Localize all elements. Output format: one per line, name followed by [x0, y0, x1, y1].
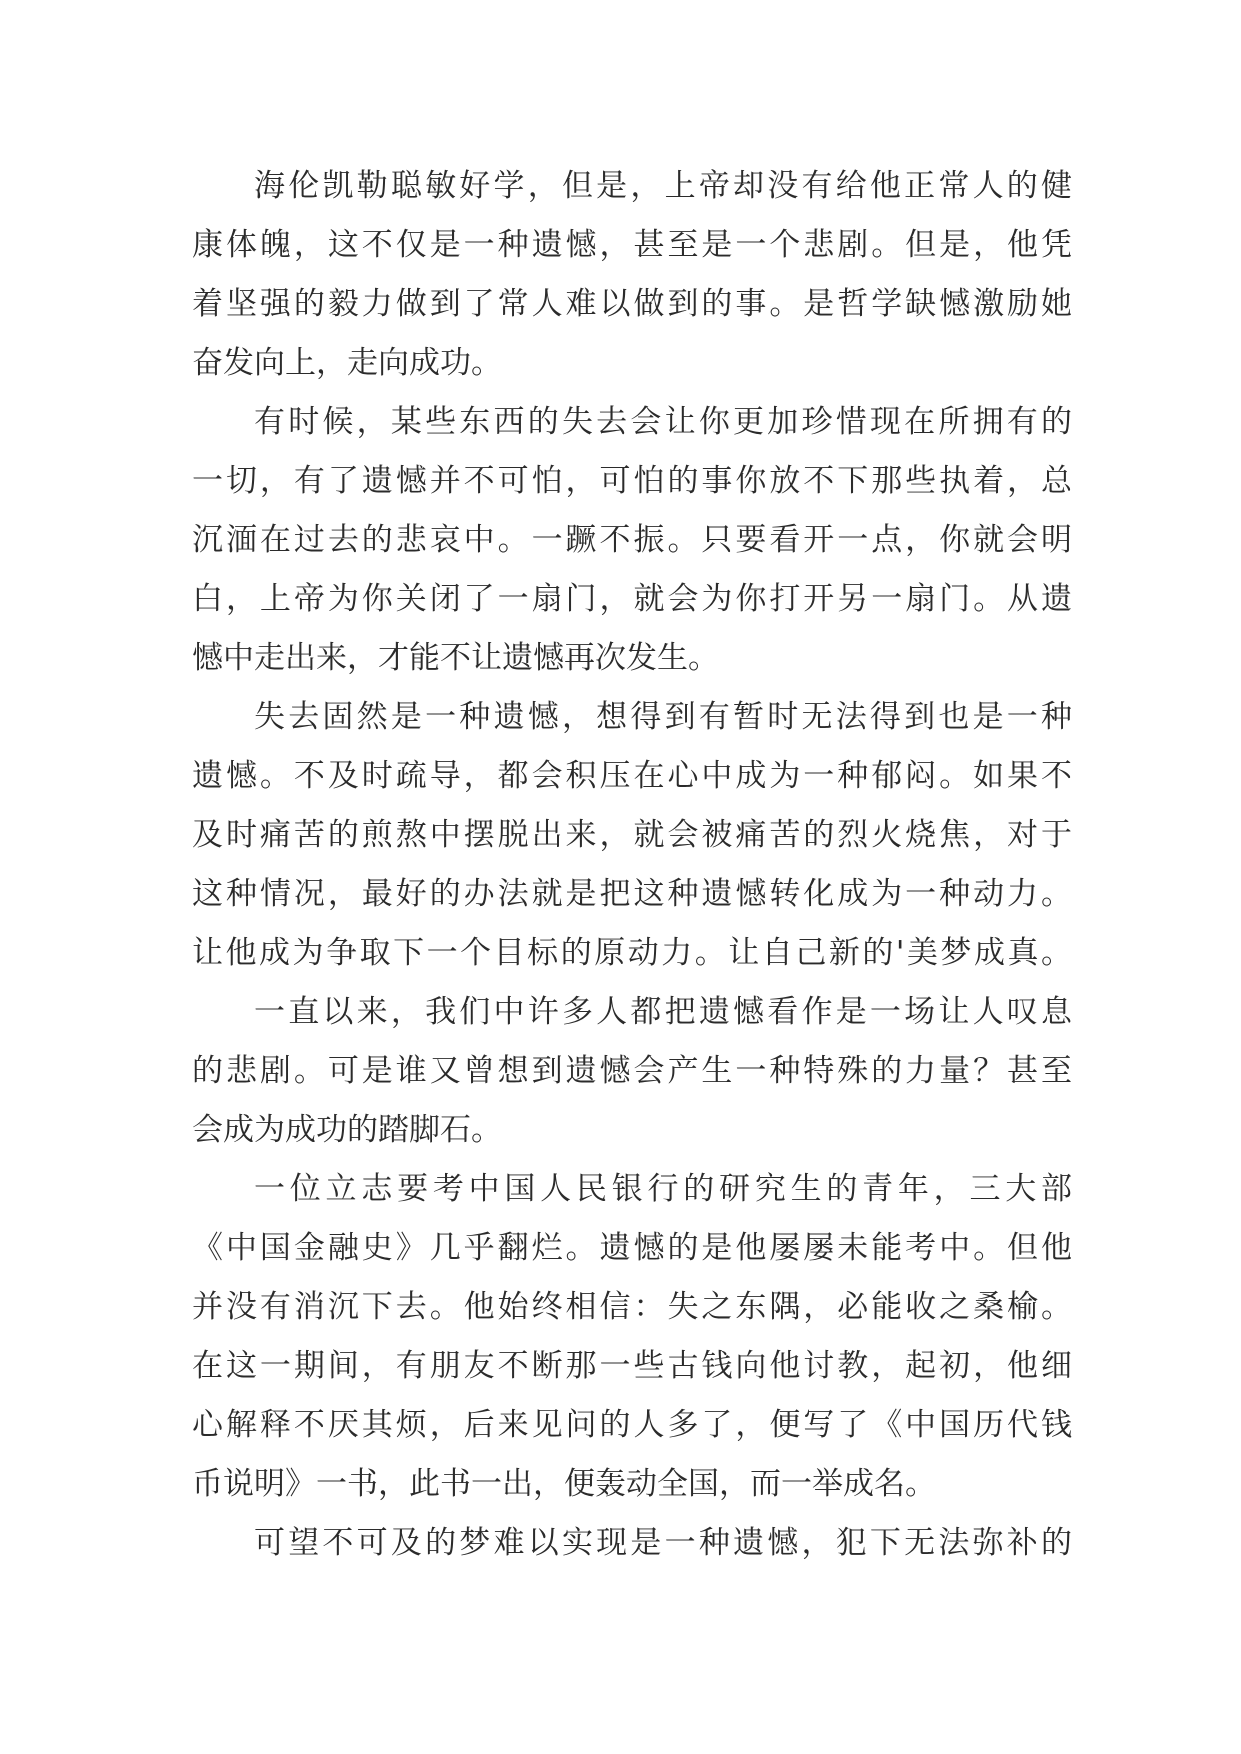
paragraph-2-line-3: 沉湎在过去的悲哀中。一蹶不振。只要看开一点，你就会明	[192, 522, 1072, 558]
paragraph-1-line-3: 着坚强的毅力做到了常人难以做到的事。是哲学缺憾激励她	[192, 286, 1072, 322]
paragraph-5-line-3: 并没有消沉下去。他始终相信：失之东隅，必能收之桑榆。	[192, 1289, 1072, 1325]
paragraph-3-line-5: 让他成为争取下一个目标的原动力。让自己新的'美梦成真。	[192, 935, 1072, 971]
document-body	[192, 157, 1072, 1573]
paragraph-1-line-1: 海伦凯勒聪敏好学，但是，上帝却没有给他正常人的健	[254, 168, 1072, 204]
paragraph-6-line-1: 可望不可及的梦难以实现是一种遗憾，犯下无法弥补的	[254, 1525, 1072, 1561]
paragraph-5-line-6: 币说明》一书，此书一出，便轰动全国，而一举成名。	[192, 1466, 936, 1502]
paragraph-1-line-2: 康体魄，这不仅是一种遗憾，甚至是一个悲剧。但是，他凭	[192, 227, 1072, 263]
paragraph-5-line-5: 心解释不厌其烦，后来见问的人多了，便写了《中国历代钱	[192, 1407, 1072, 1443]
paragraph-5-line-2: 《中国金融史》几乎翻烂。遗憾的是他屡屡未能考中。但他	[192, 1230, 1072, 1266]
paragraph-4-line-3: 会成为成功的踏脚石。	[192, 1112, 502, 1148]
paragraph-2-line-5: 憾中走出来，才能不让遗憾再次发生。	[192, 640, 719, 676]
paragraph-4-line-1: 一直以来，我们中许多人都把遗憾看作是一场让人叹息	[254, 994, 1072, 1030]
paragraph-5-line-4: 在这一期间，有朋友不断那一些古钱向他讨教，起初，他细	[192, 1348, 1072, 1384]
paragraph-3-line-2: 遗憾。不及时疏导，都会积压在心中成为一种郁闷。如果不	[192, 758, 1072, 794]
paragraph-3-line-4: 这种情况，最好的办法就是把这种遗憾转化成为一种动力。	[192, 876, 1072, 912]
paragraph-2-line-4: 白，上帝为你关闭了一扇门，就会为你打开另一扇门。从遗	[192, 581, 1072, 617]
paragraph-3-line-3: 及时痛苦的煎熬中摆脱出来，就会被痛苦的烈火烧焦，对于	[192, 817, 1072, 853]
paragraph-3-line-1: 失去固然是一种遗憾，想得到有暂时无法得到也是一种	[254, 699, 1072, 735]
paragraph-4-line-2: 的悲剧。可是谁又曾想到遗憾会产生一种特殊的力量？甚至	[192, 1053, 1072, 1089]
paragraph-2-line-2: 一切，有了遗憾并不可怕，可怕的事你放不下那些执着，总	[192, 463, 1072, 499]
paragraph-1-line-4: 奋发向上，走向成功。	[192, 345, 502, 381]
paragraph-5-line-1: 一位立志要考中国人民银行的研究生的青年，三大部	[254, 1171, 1072, 1207]
paragraph-2-line-1: 有时候，某些东西的失去会让你更加珍惜现在所拥有的	[254, 404, 1072, 440]
